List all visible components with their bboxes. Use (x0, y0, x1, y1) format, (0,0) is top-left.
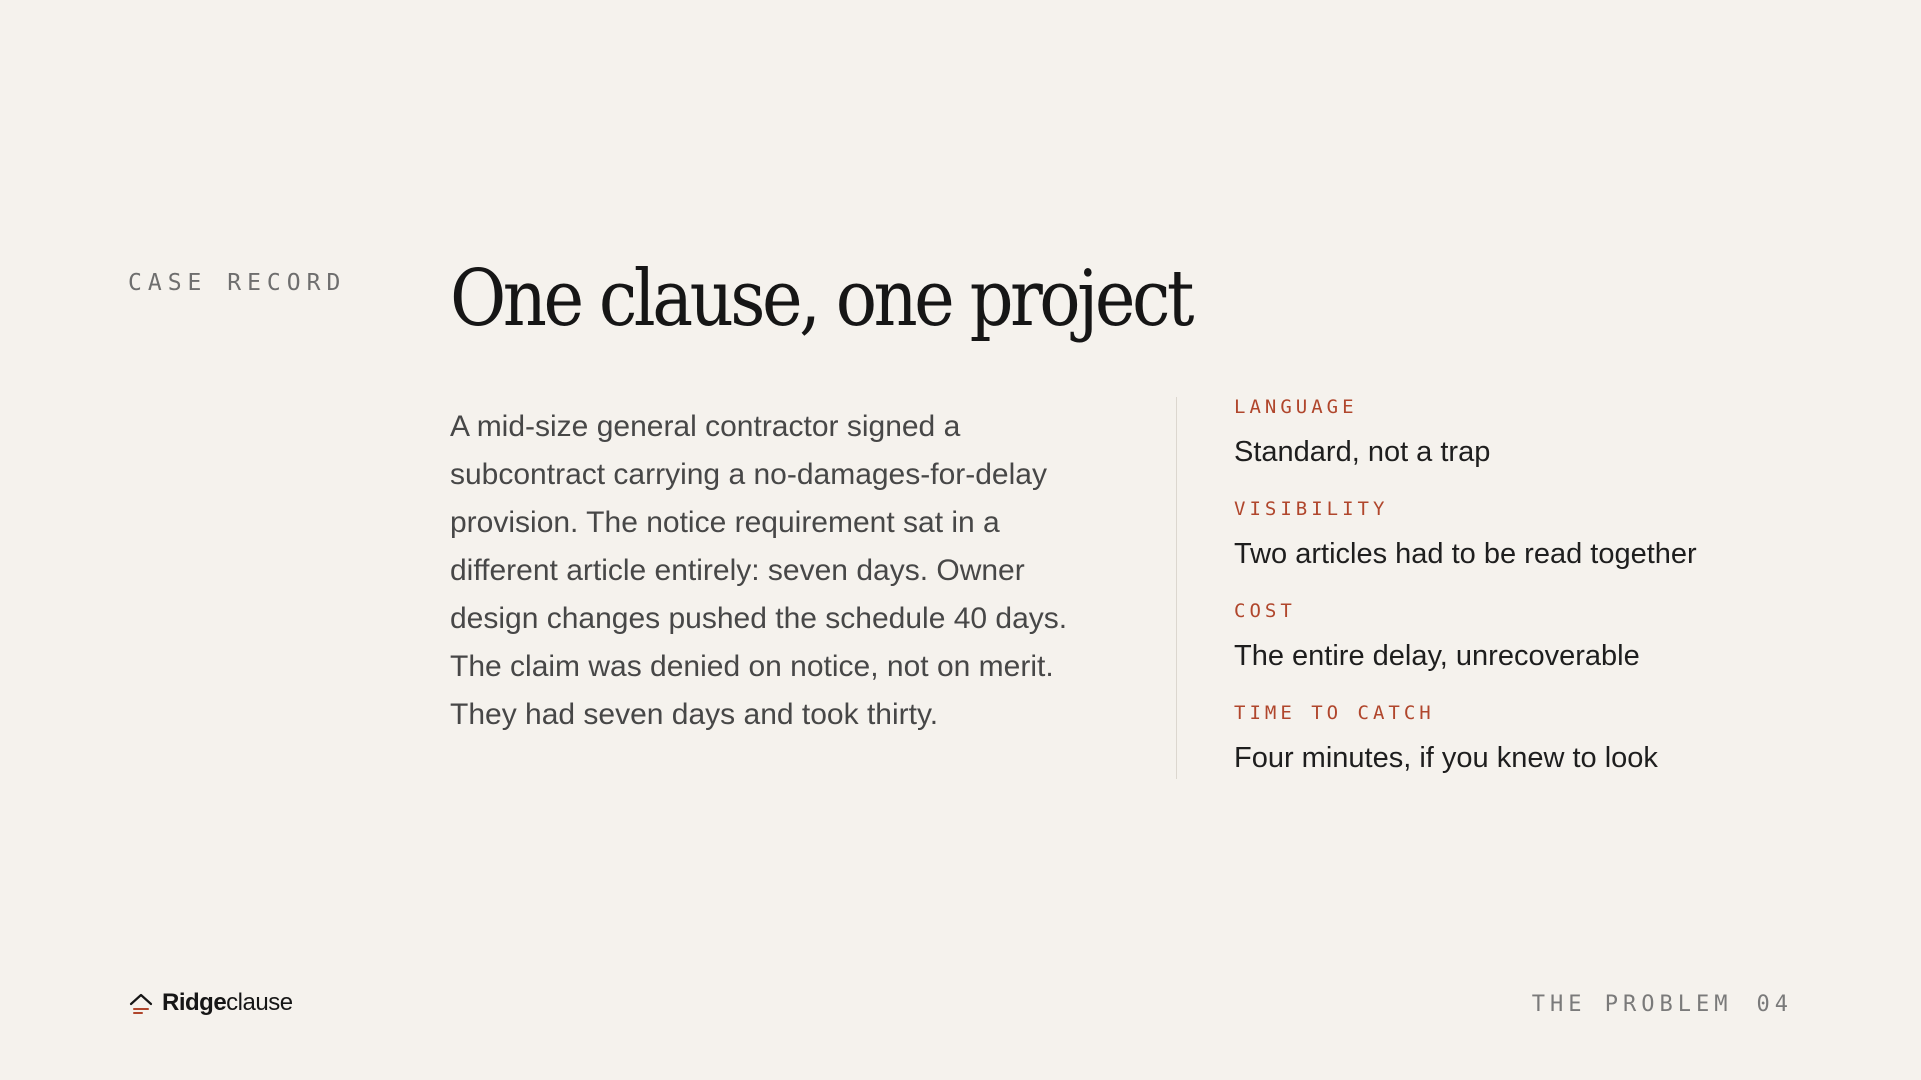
brand-name-light: clause (226, 989, 293, 1016)
slide-title: One clause, one project (450, 254, 1191, 344)
page-number: 04 (1756, 992, 1793, 1017)
fact-label: TIME TO CATCH (1234, 702, 1435, 724)
fact-item-language (1234, 396, 1834, 470)
footer-section-marker (1532, 992, 1793, 1017)
facts-list (1234, 396, 1834, 776)
brand-name-bold: Ridge (162, 989, 227, 1016)
fact-value: Standard, not a trap (1234, 436, 1491, 468)
fact-item-cost (1234, 600, 1834, 674)
fact-value: Two articles had to be read together (1234, 538, 1697, 570)
ridge-logo-icon (128, 990, 154, 1016)
fact-value: Four minutes, if you knew to look (1234, 742, 1658, 774)
case-description: A mid-size general contractor signed a subcontract carrying a no-damages-for-delay provision. The notice requirement sat in a different article entirely: seven days. Owner design changes pushed the schedule 40 days. The claim was denied on notice, not on merit. They had seven days and took thirty. (450, 410, 1068, 731)
fact-item-time-to-catch (1234, 702, 1834, 776)
vertical-divider (1176, 397, 1177, 779)
fact-item-visibility (1234, 498, 1834, 572)
fact-label: LANGUAGE (1234, 396, 1358, 418)
fact-value: The entire delay, unrecoverable (1234, 640, 1640, 672)
fact-label: VISIBILITY (1234, 498, 1389, 520)
brand-logo (128, 988, 293, 1018)
eyebrow-label: CASE RECORD (128, 270, 347, 296)
section-label: THE PROBLEM (1531, 992, 1733, 1017)
fact-label: COST (1234, 600, 1296, 622)
